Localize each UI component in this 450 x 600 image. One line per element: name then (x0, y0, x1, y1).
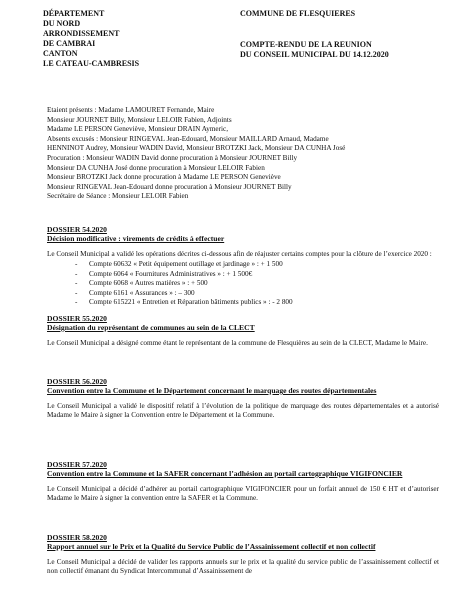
dossier-body: Le Conseil Municipal a désigné comme étant le représentant de la commune de Flesquières au sein de la CLECT, Madame le Maire. (47, 338, 428, 347)
dossier-55 (47, 314, 439, 348)
dossier-body: Le Conseil Municipal a validé les opérations décrites ci-dessous afin de réajuster certains comptes pour la clôture de l’exercice 2020 : (47, 249, 432, 258)
account-item: - Compte 60632 « Petit équipement outillage et jardinage » : + 1 500 (75, 260, 439, 270)
dossier-title: Convention entre la Commune et le Département concernant le marquage des routes départementales (47, 386, 377, 395)
dossier-number: DOSSIER 58.2020 (47, 533, 107, 542)
department-line: DÉPARTEMENT (43, 9, 105, 18)
attendance-line: Monsieur DA CUNHA José donne procuration à Monsieur LELOIR Fabien (47, 163, 265, 172)
department-line: CANTON (43, 49, 78, 58)
dossier-number: DOSSIER 57.2020 (47, 460, 107, 469)
dossier-title: Convention entre la Commune et la SAFER concernant l’adhésion au portail cartographique VIGIFONCIER (47, 469, 403, 478)
attendance-line: Monsieur JOURNET Billy, Monsieur LELOIR Fabien, Adjoints (47, 115, 232, 124)
report-title: COMPTE-RENDU DE LA REUNION (240, 40, 372, 49)
dossier-58 (47, 533, 439, 577)
attendance-line: Etaient présents : Madame LAMOURET Fernande, Maire (47, 106, 215, 114)
attendance-line: Madame LE PERSON Geneviève, Monsieur DRAIN Aymeric, (47, 125, 228, 134)
dossier-title: Décision modificative : virements de crédits à effectuer (47, 234, 225, 243)
dossier-56 (47, 377, 439, 421)
account-list (47, 260, 439, 308)
account-item: - Compte 6161 « Assurances » : – 300 (75, 289, 439, 299)
dossier-title: Rapport annuel sur le Prix et la Qualité du Service Public de l’Assainissement collectif et non collectif (47, 542, 376, 551)
dossier-number: DOSSIER 56.2020 (47, 377, 107, 386)
dossier-57 (47, 460, 439, 504)
attendance-line: Secrétaire de Séance : Monsieur LELOIR Fabien (47, 192, 189, 201)
department-line: ARRONDISSEMENT (43, 29, 120, 38)
attendance-line: Monsieur RINGEVAL Jean-Edouard donne procuration à Monsieur JOURNET Billy (47, 182, 292, 191)
department-block (43, 9, 233, 69)
commune-block (240, 9, 445, 60)
dossier-number: DOSSIER 55.2020 (47, 314, 107, 323)
report-date: DU CONSEIL MUNICIPAL DU 14.12.2020 (240, 50, 389, 59)
dossier-54 (47, 225, 439, 308)
department-line: DU NORD (43, 19, 81, 28)
account-item: - Compte 615221 « Entretien et Réparation bâtiments publics » : - 2 800 (75, 298, 439, 308)
attendance-line: HENNINOT Audrey, Monsieur WADIN David, Monsieur BROTZKI Jack, Monsieur DA CUNHA José (47, 144, 346, 153)
department-line: LE CATEAU-CAMBRESIS (43, 59, 140, 68)
dossier-number: DOSSIER 54.2020 (47, 225, 107, 234)
dossier-body: Le Conseil Municipal a validé le dispositif relatif à l’évolution de la politique de marquage des routes départementales et a autorisé Madame le Maire à signer la Convention entre le Département et la Commune. (47, 401, 439, 420)
dossier-body: Le Conseil Municipal a décidé de valider les rapports annuels sur le prix et la qualité du service public de l’assainissement collectif et non collectif émanant du Syndicat Intercommunal d’Assainissement de (47, 557, 439, 576)
attendance-line: Monsieur BROTZKI Jack donne procuration à Madame LE PERSON Geneviève (47, 173, 281, 182)
attendance-block (47, 106, 437, 202)
attendance-line: Absents excusés : Monsieur RINGEVAL Jean-Edouard, Monsieur MAILLARD Arnaud, Madame (47, 134, 329, 143)
attendance-line: Procuration : Monsieur WADIN David donne procuration à Monsieur JOURNET Billy (47, 153, 298, 162)
commune-name: COMMUNE DE FLESQUIERES (240, 9, 356, 18)
dossier-body: Le Conseil Municipal a décidé d’adhérer au portail cartographique VIGIFONCIER pour un forfait annuel de 150 € HT et d’autoriser Madame le Maire à signer la convention entre la SAFER et la Commune. (47, 484, 439, 503)
account-item: - Compte 6064 « Fournitures Administratives » : + 1 500€ (75, 270, 439, 280)
account-item: - Compte 6068 « Autres matières » : + 500 (75, 279, 439, 289)
dossier-title: Désignation du représentant de communes au sein de la CLECT (47, 323, 255, 332)
department-line: DE CAMBRAI (43, 39, 96, 48)
